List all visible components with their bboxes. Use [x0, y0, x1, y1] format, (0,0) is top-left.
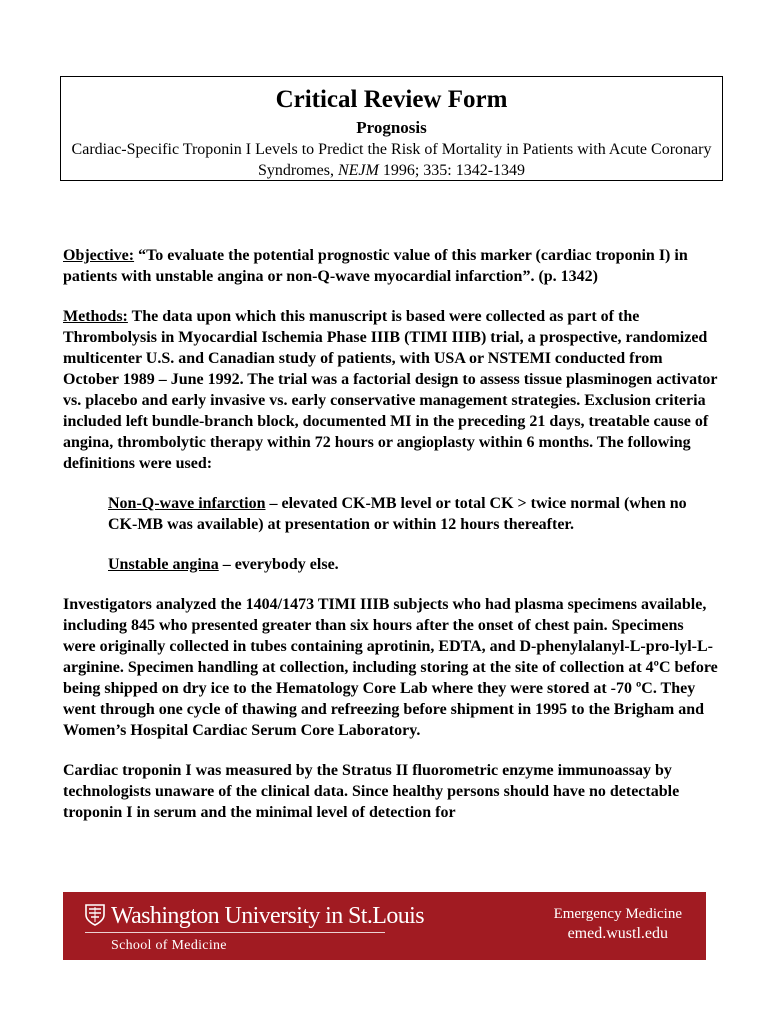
university-name: Washington University in St.Louis	[111, 903, 424, 929]
definition-text: – elevated CK-MB level or total CK > twice normal (when no CK-MB was available) at presentation or within 12 hours thereafter.	[108, 495, 687, 533]
definition-non-q-wave	[63, 493, 718, 535]
methods-label: Methods:	[63, 308, 128, 325]
header-box	[60, 76, 723, 181]
department-block	[554, 904, 682, 944]
definition-term: Unstable angina	[108, 556, 219, 573]
definition-text: – everybody else.	[218, 556, 339, 573]
form-title: Critical Review Form	[275, 86, 508, 113]
article-citation	[61, 139, 722, 181]
footer-banner	[63, 892, 706, 960]
methods-text: The data upon which this manuscript is based were collected as part of the Thrombolysis in Myocardial Ischemia Phase IIIB (TIMI IIIB) trial, a prospective, randomized multicenter U.S. and Canadian study of patients, with USA or NSTEMI conducted from October 1989 – June 1992. The trial was a factorial design to assess tissue plasminogen activator vs. placebo and early invasive vs. early conservative management strategies. Exclusion criteria included left bundle-branch block, documented MI in the preceding 21 days, treatable cause of angina, thrombolytic therapy within 72 hours or angioplasty within 6 months. The following definitions were used:	[63, 308, 718, 472]
citation-title: Cardiac-Specific Troponin I Levels to Predict the Risk of Mortality in Patients with Acute Coronary Syndromes,	[71, 141, 712, 179]
citation-details: 1996; 335: 1342-1349	[378, 162, 526, 179]
shield-icon	[85, 904, 105, 926]
definition-unstable-angina	[63, 554, 718, 575]
school-name: School of Medicine	[111, 938, 227, 953]
university-logo	[85, 902, 430, 952]
logo-divider	[85, 932, 385, 933]
journal-name: NEJM	[337, 162, 379, 179]
objective-text: “To evaluate the potential prognostic value of this marker (cardiac troponin I) in patients with unstable angina or non-Q-wave myocardial infarction”. (p. 1342)	[63, 247, 688, 285]
department-name: Emergency Medicine	[553, 906, 682, 922]
troponin-paragraph: Cardiac troponin I was measured by the Stratus II fluorometric enzyme immunoassay by technologists unaware of the clinical data. Since healthy persons should have no detectable troponin I in serum and the minimal level of detection for	[63, 762, 680, 821]
objective-label: Objective:	[63, 247, 135, 264]
department-url[interactable]: emed.wustl.edu	[567, 925, 668, 942]
methods-paragraph	[63, 306, 718, 474]
objective-paragraph	[63, 245, 718, 287]
form-subtitle: Prognosis	[356, 118, 427, 137]
definition-term: Non-Q-wave infarction	[108, 495, 266, 512]
investigators-paragraph: Investigators analyzed the 1404/1473 TIMI IIIB subjects who had plasma specimens available, including 845 who presented greater than six hours after the onset of chest pain. Specimens were originally collected in tubes containing aprotinin, EDTA, and D-phenylalanyl-L-pro-lyl-L-arginine. Specimen handling at collection, including storing at the site of collection at 4ºC before being shipped on dry ice to the Hematology Core Lab where they were stored at -70 ºC. They went through one cycle of thawing and refreezing before shipment in 1995 to the Brigham and Women’s Hospital Cardiac Serum Core Laboratory.	[63, 596, 718, 739]
document-body	[63, 245, 718, 842]
